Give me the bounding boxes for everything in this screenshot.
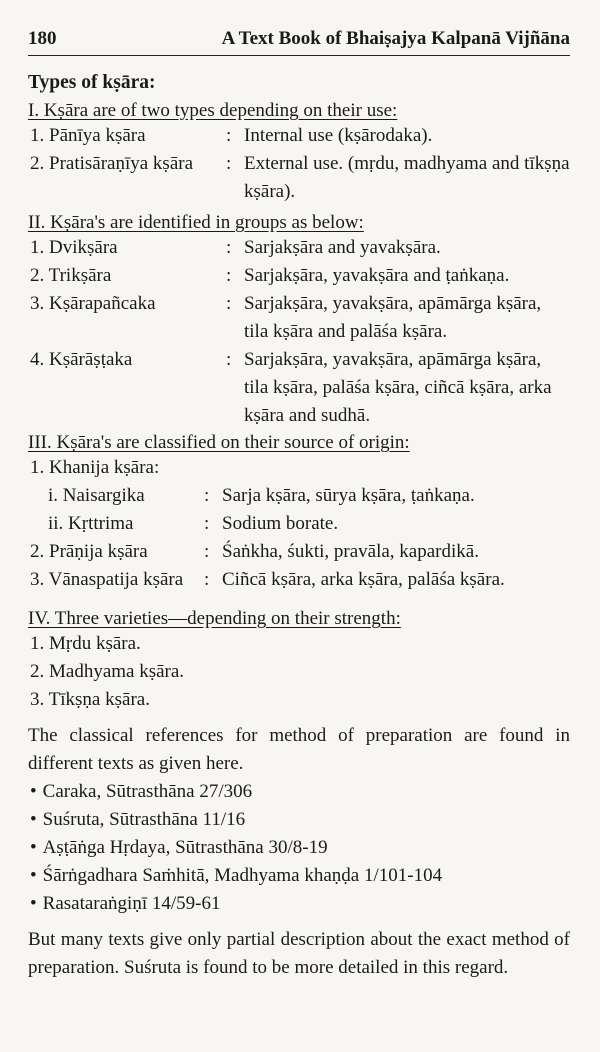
reference-item: • Śārṅgadhara Saṁhitā, Madhyama khaṇḍa 1/101-104 [28, 862, 570, 890]
closing-paragraph: But many texts give only partial description about the exact method of preparation. Suśruta is found to be more detailed in this regard. [28, 929, 570, 978]
list-item [28, 234, 570, 262]
description: Sodium borate. [222, 513, 339, 534]
description: Sarja kṣāra, sūrya kṣāra, ṭaṅkaṇa. [222, 485, 475, 506]
term: 2. Trikṣāra [30, 265, 112, 286]
list-item [28, 122, 570, 150]
list-item: 1. Khanija kṣāra: [30, 457, 160, 478]
list-item [28, 150, 570, 206]
description: Sarjakṣāra, yavakṣāra, apāmārga kṣāra, tila kṣāra, palāśa kṣāra, ciñcā kṣāra, arka kṣāra and sudhā. [244, 349, 552, 426]
colon: : [226, 237, 232, 258]
description: Sarjakṣāra and yavakṣāra. [244, 237, 441, 258]
description: Sarjakṣāra, yavakṣāra, apāmārga kṣāra, tila kṣāra and palāśa kṣāra. [244, 293, 542, 342]
term: 4. Kṣārāṣṭaka [30, 349, 133, 370]
colon: : [204, 513, 210, 534]
reference-item: • Rasataraṅgiṇī 14/59-61 [28, 890, 570, 918]
description: Internal use (kṣārodaka). [244, 125, 433, 146]
list-item [28, 510, 570, 538]
page-header [28, 28, 570, 56]
colon: : [226, 349, 232, 370]
colon: : [226, 265, 232, 286]
list-item: 3. Tīkṣṇa kṣāra. [30, 689, 150, 710]
list-item [28, 290, 570, 346]
section-title: Types of kṣāra: [28, 72, 156, 93]
spacer [28, 918, 570, 926]
list-item [28, 262, 570, 290]
colon: : [204, 569, 210, 590]
description: Śaṅkha, śukti, pravāla, kapardikā. [222, 541, 479, 562]
description: Ciñcā kṣāra, arka kṣāra, palāśa kṣāra. [222, 569, 505, 590]
references-intro: The classical references for method of preparation are found in different texts as given here. [28, 725, 570, 774]
term: 3. Vānaspatija kṣāra [30, 569, 184, 590]
group-heading-origin: III. Kṣāra's are classified on their source of origin: [28, 432, 410, 453]
term: 2. Prāṇija kṣāra [30, 541, 148, 562]
reference-item: • Caraka, Sūtrasthāna 27/306 [28, 778, 570, 806]
list-item: 2. Madhyama kṣāra. [30, 661, 185, 682]
group-heading-use: I. Kṣāra are of two types depending on their use: [28, 100, 398, 121]
term: 2. Pratisāraṇīya kṣāra [30, 153, 194, 174]
spacer [28, 594, 570, 602]
term: 3. Kṣārapañcaka [30, 293, 156, 314]
description: External use. (mṛdu, madhyama and tīkṣṇa kṣāra). [244, 153, 570, 202]
term: ii. Kṛttrima [48, 513, 134, 534]
group-heading-groups: II. Kṣāra's are identified in groups as below: [28, 212, 364, 233]
colon: : [226, 125, 232, 146]
colon: : [204, 485, 210, 506]
running-title: A Text Book of Bhaiṣajya Kalpanā Vijñāna [221, 28, 570, 49]
page-number: 180 [28, 28, 57, 49]
group-heading-strength: IV. Three varieties—depending on their strength: [28, 608, 401, 629]
reference-item: • Aṣṭāṅga Hṛdaya, Sūtrasthāna 30/8-19 [28, 834, 570, 862]
list-item [28, 346, 570, 430]
list-item: 1. Mṛdu kṣāra. [30, 633, 141, 654]
list-item [28, 538, 570, 566]
list-item [28, 482, 570, 510]
term: 1. Dvikṣāra [30, 237, 118, 258]
list-item [28, 566, 570, 594]
colon: : [226, 153, 232, 174]
description: Sarjakṣāra, yavakṣāra and ṭaṅkaṇa. [244, 265, 510, 286]
colon: : [226, 293, 232, 314]
colon: : [204, 541, 210, 562]
term: i. Naisargika [48, 485, 145, 506]
term: 1. Pānīya kṣāra [30, 125, 146, 146]
reference-item: • Suśruta, Sūtrasthāna 11/16 [28, 806, 570, 834]
spacer [28, 714, 570, 722]
